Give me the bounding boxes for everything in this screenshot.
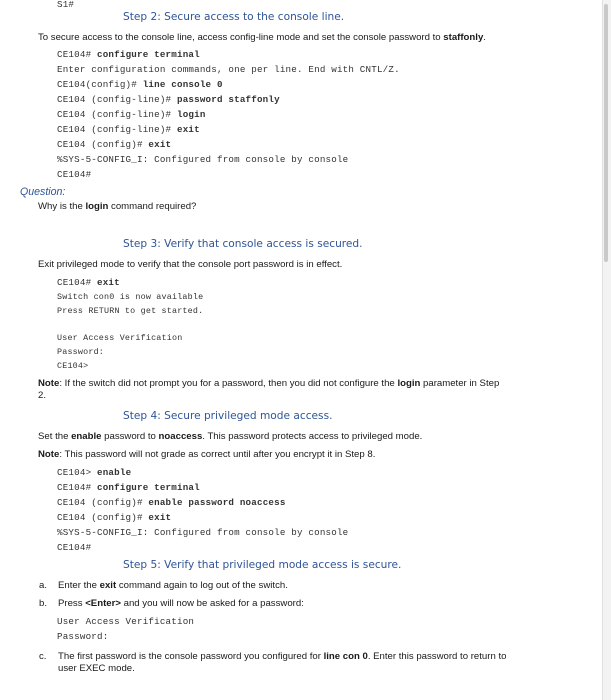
step4-intro: Set the enable password to noaccess. This password protects access to privileged mode. [38,431,423,442]
step5-heading: Step 5: Verify that privileged mode access is secure. [123,559,402,571]
step2-heading: Step 2: Secure access to the console line. [123,11,345,23]
cli-line: Password: [57,347,105,357]
step3-heading: Step 3: Verify that console access is secured. [123,238,363,250]
cli-line: CE104# configure terminal [57,482,200,493]
cli-line: CE104 (config)# exit [57,512,172,523]
cli-line: Switch con0 is now available [57,292,204,302]
question-label: Question: [20,186,66,198]
cli-line: CE104 (config-line)# password staffonly [57,94,280,105]
cli-line: CE104 (config-line)# login [57,109,206,120]
cli-line: CE104(config)# line console 0 [57,79,223,90]
step3-intro: Exit privileged mode to verify that the console port password is in effect. [38,259,343,270]
cli-line: User Access Verification [57,333,183,343]
cli-line: CE104> [57,361,89,371]
cli-line: Password: [57,631,109,642]
cutoff-text: S1# [57,0,75,10]
step5-item-c: The first password is the console password you configured for line con 0. Enter this password to return to [58,651,507,662]
cli-line: CE104# [57,169,92,180]
cli-line: User Access Verification [57,616,195,627]
cli-line: CE104> enable [57,467,132,478]
cli-line: Press RETURN to get started. [57,306,204,316]
step5-item-c-cont: user EXEC mode. [58,663,135,674]
step4-note: Note: This password will not grade as correct until after you encrypt it in Step 8. [38,449,376,460]
cli-line: CE104# configure terminal [57,49,200,60]
cli-line: CE104# exit [57,277,120,288]
step3-note-cont: 2. [38,390,47,401]
scrollbar-thumb[interactable] [604,4,608,262]
step5-item-a: Enter the exit command again to log out of the switch. [58,580,288,591]
question-text: Why is the login command required? [38,201,197,212]
step3-note: Note: If the switch did not prompt you for a password, then you did not configure the login parameter in Step [38,378,500,389]
list-marker-b: b. [39,598,48,609]
list-marker-c: c. [39,651,47,662]
cli-line: CE104 (config)# enable password noaccess [57,497,286,508]
cli-line: Enter configuration commands, one per line. End with CNTL/Z. [57,64,400,75]
step4-heading: Step 4: Secure privileged mode access. [123,410,333,422]
list-marker-a: a. [39,580,48,591]
step5-item-b: Press <Enter> and you will now be asked for a password: [58,598,304,609]
cli-line: CE104 (config)# exit [57,139,172,150]
cli-line: CE104# [57,542,92,553]
cli-line: %SYS-5-CONFIG_I: Configured from console by console [57,527,349,538]
cli-line: %SYS-5-CONFIG_I: Configured from console by console [57,154,349,165]
step2-intro: To secure access to the console line, access config-line mode and set the console password to staffonly. [38,32,486,43]
cli-line: CE104 (config-line)# exit [57,124,200,135]
